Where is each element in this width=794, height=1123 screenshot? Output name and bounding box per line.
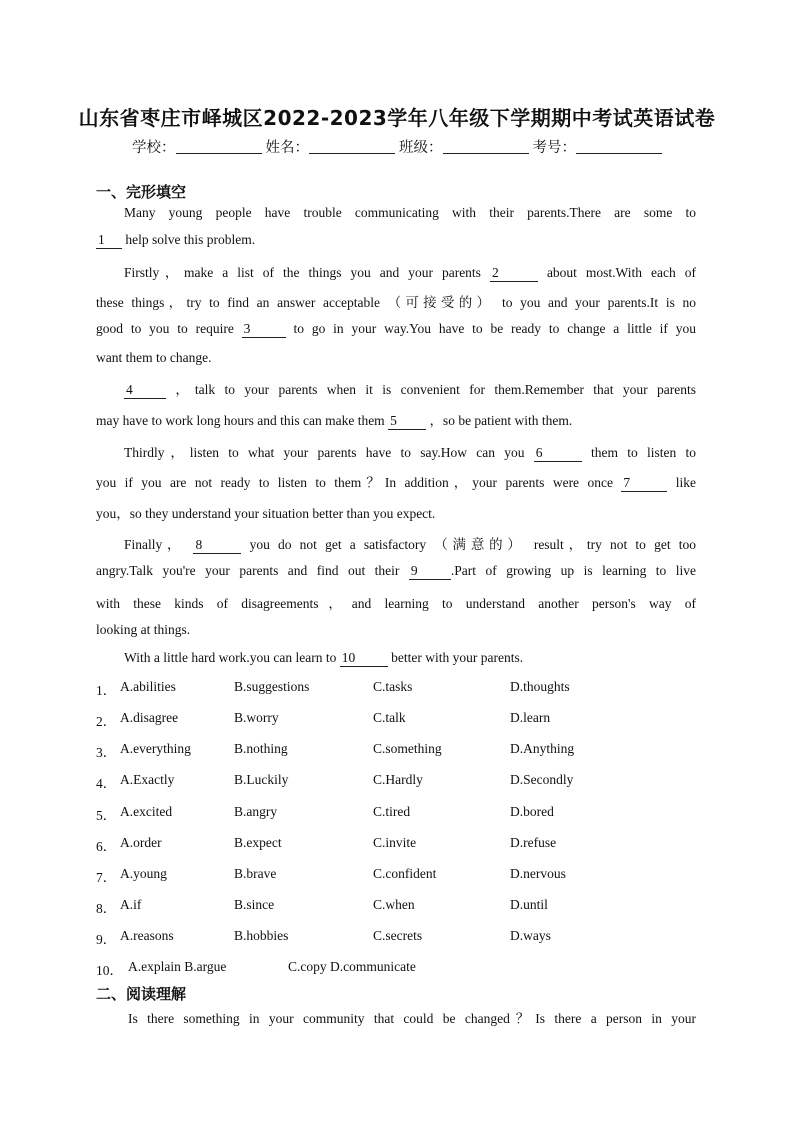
blank-3: 3 [242,321,286,338]
question-number: 4． [96,776,117,791]
text: like [675,475,697,490]
option-b[interactable]: B.suggestions [234,679,310,694]
blank-4: 4 [124,382,166,399]
cloze-line [96,650,696,667]
option-row [96,741,696,759]
text: you if you are not ready to listen to them？In addition，your parents were once [96,475,613,490]
class-field[interactable] [443,139,529,154]
exam-number-field[interactable] [576,139,662,154]
exam-number-label: 考号： [532,140,576,156]
text: them to listen to [591,445,697,460]
blank-9: 9 [409,563,451,580]
question-number: 5． [96,808,117,823]
cloze-line [96,321,696,338]
option-c[interactable]: C.secrets [373,928,423,943]
question-number: 7． [96,870,117,885]
text: With a little hard work.you can learn to [124,650,337,665]
text: Many young people have trouble communicating with their parents.There are some to [124,205,696,220]
cloze-line [96,441,696,462]
option-b[interactable]: B.worry [234,710,279,725]
cloze-line: with these kinds of disagreements，and learning to understand another person's way of [96,596,696,611]
question-number: 9． [96,932,117,947]
page-title: 山东省枣庄市峄城区2022-2023学年八年级下学期期中考试英语试卷 [78,106,716,130]
text: ，talk to your parents when it is convenient for them.Remember that your parents [175,382,697,397]
option-a[interactable]: A.reasons [120,928,174,943]
text: you do not get a satisfactory （满意的） result，try not to get too [249,537,696,552]
blank-6: 6 [534,445,582,462]
option-b[interactable]: B.expect [234,835,282,850]
option-row [96,710,696,728]
option-row [96,772,696,790]
question-number: 10． [96,963,123,978]
option-d[interactable]: D.Anything [510,741,575,756]
option-b[interactable]: B.since [234,897,275,912]
option-c[interactable]: C.confident [373,866,437,881]
cloze-line: looking at things. [96,622,191,637]
option-c[interactable]: C.talk [373,710,406,725]
text: good to you to require [96,321,234,336]
question-number: 8． [96,901,117,916]
option-b[interactable]: B.nothing [234,741,288,756]
text: to go in your way.You have to be ready to change a little if you [293,321,697,336]
option-a[interactable]: A.if [120,897,142,912]
option-row [96,959,696,977]
class-label: 班级： [399,140,443,156]
option-a[interactable]: A.young [120,866,167,881]
text: .Part of growing up is learning to live [450,563,696,578]
option-a[interactable]: A.excited [120,804,173,819]
text: ，so be patient with them. [429,413,573,428]
student-info-row [0,136,794,157]
cloze-line: want them to change. [96,350,212,365]
option-b[interactable]: B.brave [234,866,277,881]
text: Finally， [124,537,186,552]
option-c[interactable]: C.Hardly [373,772,423,787]
text: Firstly，make a list of the things you and your parents [124,265,481,280]
question-number: 6． [96,839,117,854]
text: Thirdly，listen to what your parents have to say.How can you [124,445,525,460]
option-c[interactable]: C.something [373,741,442,756]
cloze-line [96,563,696,580]
cloze-line: these things，try to find an answer acceptable （可接受的） to you and your parents.It is no [96,295,696,310]
option-b[interactable]: B.angry [234,804,278,819]
blank-2: 2 [490,265,538,282]
question-number: 2． [96,714,117,729]
question-number: 3． [96,745,117,760]
cloze-line [96,409,696,430]
option-a[interactable]: A.Exactly [120,772,175,787]
option-d[interactable]: D.learn [510,710,551,725]
text: may have to work long hours and this can make them [96,413,385,428]
section-heading-reading: 二、阅读理解 [96,985,187,1003]
option-c[interactable]: C.when [373,897,415,912]
option-b[interactable]: B.hobbies [234,928,289,943]
section-heading-cloze: 一、完形填空 [96,183,187,201]
option-c[interactable]: C.invite [373,835,417,850]
option-row [96,804,696,822]
option-row [96,835,696,853]
option-a[interactable]: A.order [120,835,162,850]
school-label: 学校： [132,140,176,156]
cloze-line [96,533,696,554]
option-a[interactable]: A.abilities [120,679,176,694]
option-b[interactable]: B.Luckily [234,772,289,787]
text: angry.Talk you're your parents and find out their [96,563,400,578]
cloze-line: you，so they understand your situation better than you expect. [96,506,436,521]
name-field[interactable] [309,139,395,154]
cloze-line [96,471,696,492]
question-number: 1． [96,683,117,698]
cloze-line [96,232,696,249]
option-row [96,679,696,697]
text: help solve this problem. [125,232,256,247]
option-d[interactable]: D.Secondly [510,772,574,787]
option-d[interactable]: D.thoughts [510,679,570,694]
option-d[interactable]: D.bored [510,804,554,819]
option-row [96,928,696,946]
option-a[interactable]: A.disagree [120,710,179,725]
blank-10: 10 [340,650,388,667]
name-label: 姓名： [265,140,309,156]
option-a[interactable]: A.everything [120,741,191,756]
blank-8: 8 [193,537,241,554]
option-c[interactable]: C.tasks [373,679,413,694]
cloze-line [96,205,696,221]
option-row [96,897,696,915]
school-field[interactable] [176,139,262,154]
option-d[interactable]: D.nervous [510,866,566,881]
option-row [96,866,696,884]
blank-7: 7 [621,475,667,492]
text: better with your parents. [391,650,524,665]
option-d[interactable]: D.refuse [510,835,557,850]
cloze-line [124,378,696,399]
blank-5: 5 [388,413,426,430]
text: about most.With each of [546,265,696,280]
option-d[interactable]: D.ways [510,928,551,943]
cloze-line [96,261,696,282]
reading-line: Is there something in your community that could be changed？Is there a person in your [128,1011,696,1026]
blank-1: 1 [96,232,122,249]
option-c[interactable]: C.tired [373,804,411,819]
option-a-b[interactable]: A.explain B.argue [128,959,227,974]
option-d[interactable]: D.until [510,897,548,912]
option-c-d[interactable]: C.copy D.communicate [288,959,416,974]
